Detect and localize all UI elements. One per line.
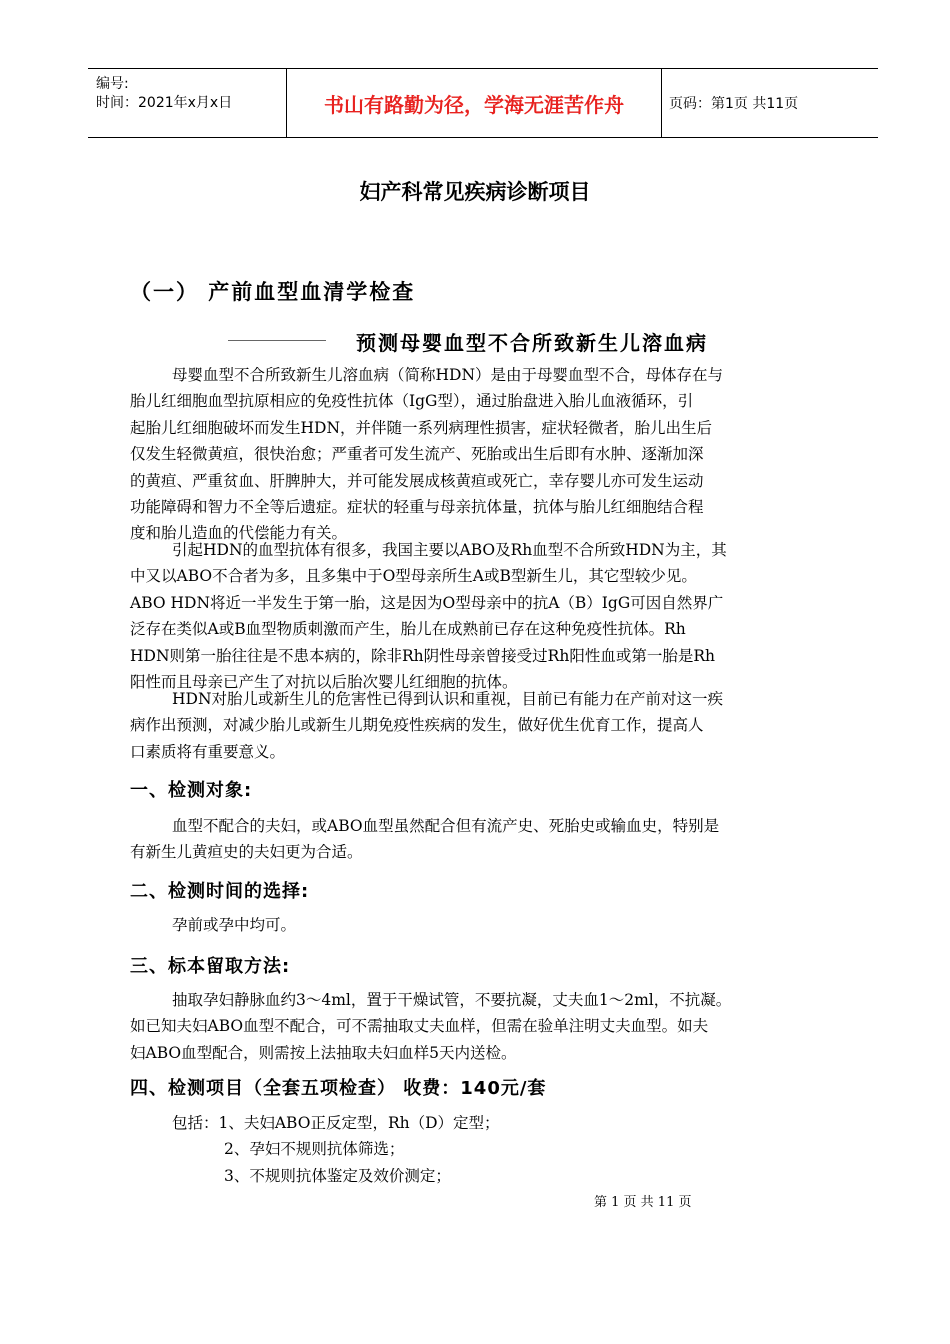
text-line: 妇ABO血型配合，则需按上法抽取夫妇血样5天内送检。 xyxy=(130,1043,517,1062)
time-label: 时间：2021年x月x日 xyxy=(96,95,233,111)
text-line: 病作出预测，对减少胎儿或新生儿期免疫性疾病的发生，做好优生优育工作，提高人 xyxy=(130,716,704,735)
intro-paragraph-3 xyxy=(130,686,842,765)
list-item: 2、孕妇不规则抗体筛选； xyxy=(224,1140,405,1159)
paragraph-test-items xyxy=(130,1110,842,1189)
text-line: 如已知夫妇ABO血型不配合，可不需抽取丈夫血样，但需在验单注明丈夫血型。如夫 xyxy=(130,1017,709,1036)
header-motto: 书山有路勤为径，学海无涯苦作舟 xyxy=(286,69,662,137)
paragraph-detection-target xyxy=(130,813,842,866)
text-line: 功能障碍和智力不全等后遗症。症状的轻重与母亲抗体量，抗体与胎儿红细胞结合程 xyxy=(130,498,704,517)
page-header xyxy=(88,68,878,138)
header-meta xyxy=(88,69,286,137)
page-footer: 第 1 页 共 11 页 xyxy=(594,1195,692,1210)
list-item: 包括：1、夫妇ABO正反定型，Rh（D）定型； xyxy=(172,1114,500,1132)
heading-detection-target: 一、检测对象: xyxy=(130,780,253,801)
text-line: 度和胎儿造血的代偿能力有关。 xyxy=(130,524,348,543)
section-title: （一） 产前血型血清学检查 xyxy=(130,280,416,304)
subtitle: 预测母婴血型不合所致新生儿溶血病 xyxy=(356,331,708,355)
text-line: 阳性而且母亲已产生了对抗以后胎次婴儿红细胞的抗体。 xyxy=(130,673,518,692)
heading-detection-time: 二、检测时间的选择: xyxy=(130,881,310,902)
header-page-label: 页码：第1页 共11页 xyxy=(669,96,799,112)
text-line: 中又以ABO不合者为多，且多集中于O型母亲所生A或B型新生儿，其它型较少见。 xyxy=(130,567,697,586)
intro-paragraph-1 xyxy=(130,362,842,547)
text-line: 抽取孕妇静脉血约3～4ml，置于干燥试管，不要抗凝，丈夫血1～2ml，不抗凝。 xyxy=(172,991,732,1009)
list-item: 3、不规则抗体鉴定及效价测定； xyxy=(224,1166,451,1185)
text-line: 血型不配合的夫妇，或ABO血型虽然配合但有流产史、死胎史或输血史，特别是 xyxy=(172,817,720,835)
text-line: 的黄疸、严重贫血、肝脾肿大，并可能发展成核黄疸或死亡，幸存婴儿亦可发生运动 xyxy=(130,471,704,490)
text-line: 口素质将有重要意义。 xyxy=(130,742,286,761)
intro-paragraph-2 xyxy=(130,537,842,695)
paragraph-specimen-method xyxy=(130,987,842,1066)
text-line: 泛存在类似A或B血型物质刺激而产生，胎儿在成熟前已存在这种免疫性抗体。Rh xyxy=(130,620,686,639)
heading-test-items: 四、检测项目（全套五项检查） 收费：140元/套 xyxy=(130,1078,547,1099)
text-line: 母婴血型不合所致新生儿溶血病（简称HDN）是由于母婴血型不合，母体存在与 xyxy=(172,366,724,384)
text-line: 引起HDN的血型抗体有很多，我国主要以ABO及Rh血型不合所致HDN为主，其 xyxy=(172,541,727,559)
text-line: ABO HDN将近一半发生于第一胎，这是因为O型母亲中的抗A（B）IgG可因自然界广 xyxy=(130,593,724,612)
paragraph-detection-time xyxy=(130,912,842,938)
text-line: HDN则第一胎往往是不患本病的，除非Rh阴性母亲曾接受过Rh阳性血或第一胎是Rh xyxy=(130,646,715,665)
text-line: 胎儿红细胞血型抗原相应的免疫性抗体（IgG型），通过胎盘进入胎儿血液循环，引 xyxy=(130,392,694,411)
document-title: 妇产科常见疾病诊断项目 xyxy=(359,180,591,204)
text-line: 仅发生轻微黄疸，很快治愈；严重者可发生流产、死胎或出生后即有水肿、逐渐加深 xyxy=(130,445,704,464)
subtitle-rule xyxy=(228,340,326,341)
heading-specimen-method: 三、标本留取方法: xyxy=(130,956,291,977)
number-label: 编号: xyxy=(96,76,129,92)
text-line: 孕前或孕中均可。 xyxy=(172,916,297,934)
text-line: HDN对胎儿或新生儿的危害性已得到认识和重视，目前已有能力在产前对这一疾 xyxy=(172,690,724,708)
text-line: 起胎儿红细胞破坏而发生HDN，并伴随一系列病理性损害，症状轻微者，胎儿出生后 xyxy=(130,418,713,437)
text-line: 有新生儿黄疸史的夫妇更为合适。 xyxy=(130,843,363,862)
